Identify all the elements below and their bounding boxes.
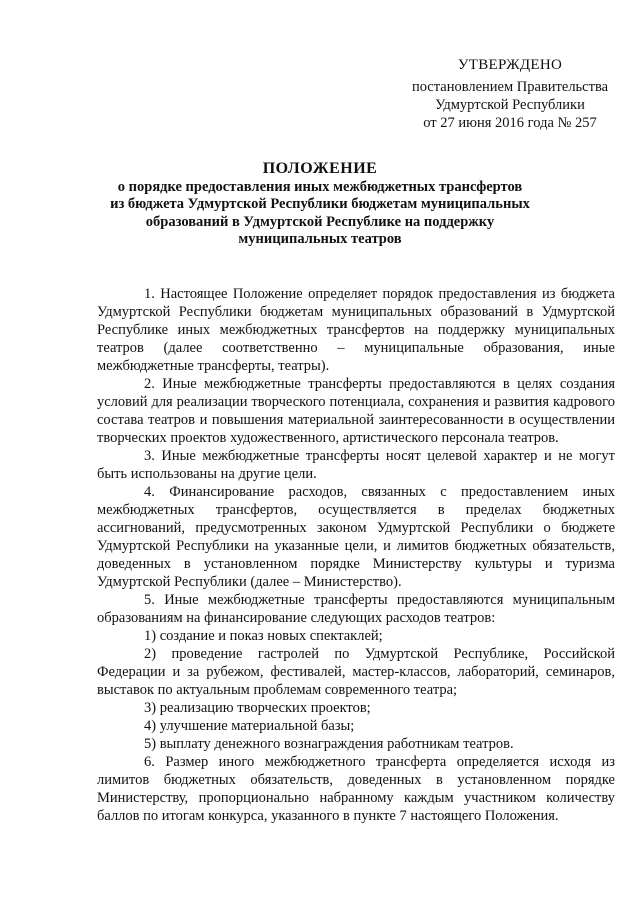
list-item-1: 1) создание и показ новых спектаклей; [144, 628, 383, 644]
paragraph-1: 1. Настоящее Положение определяет порядок предоставления из бюджета Удмуртской Республики бюджетам муниципальных образований в Удмуртской Республике иных межбюджетных трансфертов на поддержку муниципальных театров (далее соответственно – муниципальные образования, иные межбюджетные трансферты, театры). [97, 286, 615, 374]
approval-line-3: от 27 июня 2016 года № 257 [423, 115, 597, 131]
list-item-4: 4) улучшение материальной базы; [144, 718, 355, 734]
title-main: ПОЛОЖЕНИЕ [262, 160, 378, 177]
paragraph-2: 2. Иные межбюджетные трансферты предоставляются в целях создания условий для реализации творческого потенциала, сохранения и развития кадрового состава театров и повышения материальной заинтересованности в осуществлении творческих проектов художественного, артистического персонала театров. [97, 376, 615, 446]
paragraph-6: 6. Размер иного межбюджетного трансферта определяется исходя из лимитов бюджетных обязательств, доведенных в установленном порядке Министерству, пропорционально набранному каждым участником количеству баллов по итогам конкурса, указанного в пункте 7 настоящего Положения. [97, 754, 615, 824]
document-title [110, 160, 530, 249]
title-line-1: о порядке предоставления иных межбюджетных трансфертов [117, 178, 523, 195]
paragraph-3: 3. Иные межбюджетные трансферты носят целевой характер и не могут быть использованы на другие цели. [97, 448, 615, 482]
list-item-5: 5) выплату денежного вознаграждения работникам театров. [144, 736, 514, 752]
document-body [97, 285, 615, 825]
list-item-3: 3) реализацию творческих проектов; [144, 700, 371, 716]
approval-line-1: постановлением Правительства [411, 79, 609, 95]
title-line-4: муниципальных театров [238, 231, 402, 247]
approval-line-2: Удмуртской Республики [435, 97, 585, 113]
title-line-3: образований в Удмуртской Республике на поддержку [145, 213, 495, 230]
title-line-2: из бюджета Удмуртской Республики бюджетам муниципальных [110, 196, 530, 212]
paragraph-5: 5. Иные межбюджетные трансферты предоставляются муниципальным образованиям на финансирование следующих расходов театров: [97, 592, 615, 626]
paragraph-4: 4. Финансирование расходов, связанных с предоставлением иных межбюджетных трансфертов, осуществляется в пределах бюджетных ассигнований, предусмотренных законом Удмуртской Республики о бюджете Удмуртской Республики на указанные цели, и лимитов бюджетных обязательств, доведенных в установленном порядке Министерству культуры и туризма Удмуртской Республики (далее – Министерство). [97, 484, 615, 590]
approval-stamp [400, 56, 620, 132]
approval-heading: УТВЕРЖДЕНО [457, 57, 563, 73]
list-item-2: 2) проведение гастролей по Удмуртской Республике, Российской Федерации и за рубежом, фестивалей, мастер-классов, лабораторий, семинаров, выставок по актуальным проблемам современного театра; [97, 646, 615, 698]
